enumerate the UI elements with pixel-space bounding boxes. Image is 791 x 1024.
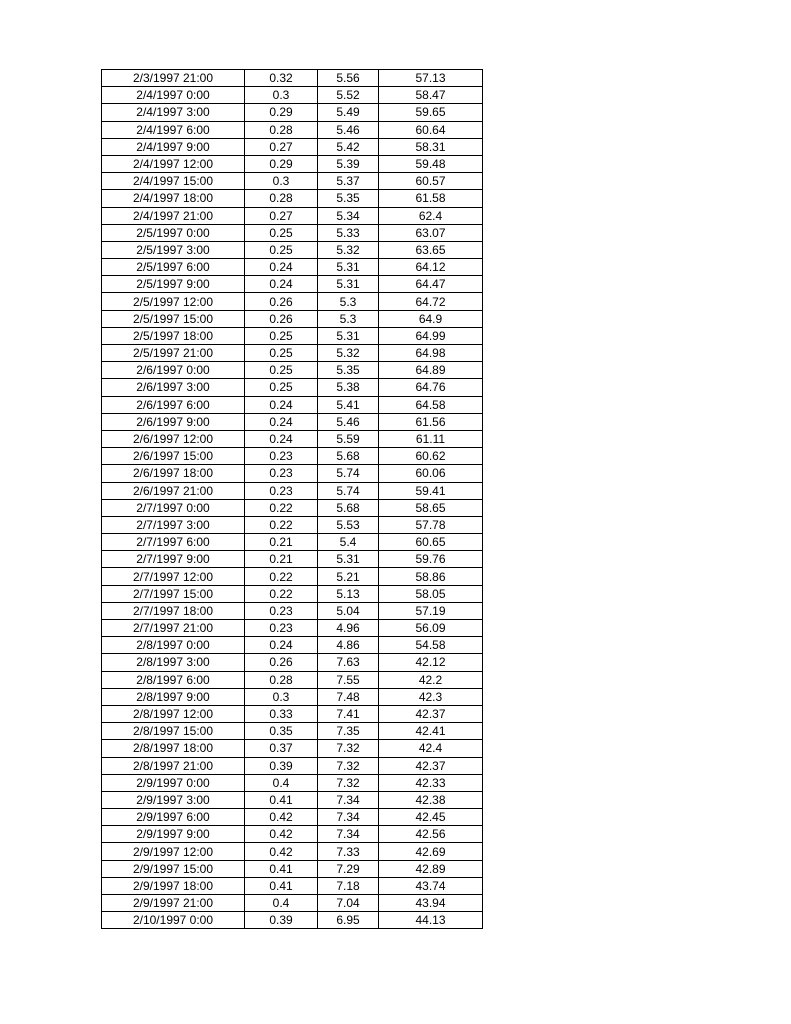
value-a-cell: 0.24 [245, 276, 318, 293]
datetime-cell: 2/9/1997 12:00 [102, 843, 245, 860]
table-row [102, 551, 483, 568]
value-b-cell: 5.3 [318, 310, 379, 327]
table-row [102, 912, 483, 929]
value-c-cell: 60.62 [379, 448, 483, 465]
value-b-cell: 7.34 [318, 826, 379, 843]
value-a-cell: 0.41 [245, 877, 318, 894]
value-b-cell: 5.59 [318, 430, 379, 447]
table-row [102, 740, 483, 757]
value-c-cell: 59.65 [379, 104, 483, 121]
value-c-cell: 58.31 [379, 138, 483, 155]
table-row [102, 327, 483, 344]
value-c-cell: 42.3 [379, 688, 483, 705]
value-a-cell: 0.26 [245, 654, 318, 671]
value-a-cell: 0.39 [245, 757, 318, 774]
datetime-cell: 2/5/1997 6:00 [102, 259, 245, 276]
value-c-cell: 42.89 [379, 860, 483, 877]
value-c-cell: 59.76 [379, 551, 483, 568]
value-a-cell: 0.26 [245, 293, 318, 310]
table-row [102, 688, 483, 705]
value-b-cell: 5.52 [318, 87, 379, 104]
value-c-cell: 56.09 [379, 620, 483, 637]
value-b-cell: 7.34 [318, 791, 379, 808]
table-row [102, 809, 483, 826]
value-b-cell: 5.21 [318, 568, 379, 585]
value-a-cell: 0.25 [245, 327, 318, 344]
datetime-cell: 2/9/1997 6:00 [102, 809, 245, 826]
value-c-cell: 42.37 [379, 705, 483, 722]
datetime-cell: 2/7/1997 15:00 [102, 585, 245, 602]
datetime-cell: 2/8/1997 15:00 [102, 723, 245, 740]
value-a-cell: 0.33 [245, 705, 318, 722]
value-c-cell: 61.58 [379, 190, 483, 207]
table-row [102, 448, 483, 465]
value-a-cell: 0.32 [245, 70, 318, 87]
datetime-cell: 2/6/1997 12:00 [102, 430, 245, 447]
value-b-cell: 7.32 [318, 757, 379, 774]
value-c-cell: 64.12 [379, 259, 483, 276]
datetime-cell: 2/10/1997 0:00 [102, 912, 245, 929]
table-row [102, 138, 483, 155]
value-a-cell: 0.42 [245, 843, 318, 860]
value-b-cell: 4.86 [318, 637, 379, 654]
value-c-cell: 57.78 [379, 516, 483, 533]
datetime-cell: 2/8/1997 6:00 [102, 671, 245, 688]
table-row [102, 70, 483, 87]
value-c-cell: 59.41 [379, 482, 483, 499]
value-c-cell: 60.65 [379, 534, 483, 551]
value-a-cell: 0.23 [245, 448, 318, 465]
value-c-cell: 64.9 [379, 310, 483, 327]
datetime-cell: 2/8/1997 9:00 [102, 688, 245, 705]
value-b-cell: 5.46 [318, 121, 379, 138]
value-b-cell: 5.13 [318, 585, 379, 602]
value-c-cell: 64.72 [379, 293, 483, 310]
table-row [102, 860, 483, 877]
value-c-cell: 42.56 [379, 826, 483, 843]
value-a-cell: 0.24 [245, 259, 318, 276]
datetime-cell: 2/4/1997 3:00 [102, 104, 245, 121]
value-a-cell: 0.25 [245, 224, 318, 241]
value-a-cell: 0.28 [245, 121, 318, 138]
table-row [102, 585, 483, 602]
value-b-cell: 5.04 [318, 602, 379, 619]
value-c-cell: 42.12 [379, 654, 483, 671]
table-row [102, 723, 483, 740]
datetime-cell: 2/4/1997 6:00 [102, 121, 245, 138]
value-a-cell: 0.24 [245, 430, 318, 447]
value-a-cell: 0.22 [245, 568, 318, 585]
datetime-cell: 2/4/1997 18:00 [102, 190, 245, 207]
value-c-cell: 60.64 [379, 121, 483, 138]
datetime-cell: 2/6/1997 21:00 [102, 482, 245, 499]
value-c-cell: 61.56 [379, 413, 483, 430]
value-b-cell: 5.31 [318, 551, 379, 568]
datetime-cell: 2/8/1997 18:00 [102, 740, 245, 757]
table-row [102, 671, 483, 688]
value-a-cell: 0.41 [245, 860, 318, 877]
value-a-cell: 0.35 [245, 723, 318, 740]
table-row [102, 620, 483, 637]
value-b-cell: 5.35 [318, 362, 379, 379]
value-a-cell: 0.25 [245, 379, 318, 396]
value-c-cell: 60.57 [379, 173, 483, 190]
value-b-cell: 5.31 [318, 259, 379, 276]
datetime-cell: 2/5/1997 18:00 [102, 327, 245, 344]
table-row [102, 362, 483, 379]
datetime-cell: 2/6/1997 3:00 [102, 379, 245, 396]
table-row [102, 87, 483, 104]
value-c-cell: 42.69 [379, 843, 483, 860]
table-row [102, 396, 483, 413]
datetime-cell: 2/6/1997 0:00 [102, 362, 245, 379]
value-a-cell: 0.4 [245, 774, 318, 791]
value-c-cell: 64.89 [379, 362, 483, 379]
value-c-cell: 61.11 [379, 430, 483, 447]
value-b-cell: 7.33 [318, 843, 379, 860]
value-b-cell: 7.41 [318, 705, 379, 722]
datetime-cell: 2/5/1997 0:00 [102, 224, 245, 241]
table-row [102, 276, 483, 293]
table-row [102, 190, 483, 207]
value-a-cell: 0.29 [245, 155, 318, 172]
value-b-cell: 7.04 [318, 895, 379, 912]
table-row [102, 121, 483, 138]
value-a-cell: 0.22 [245, 516, 318, 533]
table-row [102, 293, 483, 310]
value-a-cell: 0.21 [245, 534, 318, 551]
table-row [102, 345, 483, 362]
value-b-cell: 5.74 [318, 482, 379, 499]
table-row [102, 241, 483, 258]
value-a-cell: 0.29 [245, 104, 318, 121]
table-row [102, 104, 483, 121]
datetime-cell: 2/5/1997 12:00 [102, 293, 245, 310]
value-b-cell: 5.74 [318, 465, 379, 482]
datetime-cell: 2/8/1997 21:00 [102, 757, 245, 774]
table-row [102, 877, 483, 894]
value-b-cell: 5.32 [318, 241, 379, 258]
table-row [102, 310, 483, 327]
value-a-cell: 0.28 [245, 190, 318, 207]
value-c-cell: 43.94 [379, 895, 483, 912]
value-b-cell: 5.41 [318, 396, 379, 413]
datetime-cell: 2/6/1997 9:00 [102, 413, 245, 430]
value-b-cell: 5.4 [318, 534, 379, 551]
value-a-cell: 0.3 [245, 87, 318, 104]
table-row [102, 757, 483, 774]
value-b-cell: 5.46 [318, 413, 379, 430]
table-row [102, 155, 483, 172]
datetime-cell: 2/7/1997 12:00 [102, 568, 245, 585]
table-row [102, 482, 483, 499]
datetime-cell: 2/4/1997 9:00 [102, 138, 245, 155]
value-c-cell: 42.33 [379, 774, 483, 791]
value-c-cell: 57.13 [379, 70, 483, 87]
datetime-cell: 2/6/1997 18:00 [102, 465, 245, 482]
table-row [102, 224, 483, 241]
datetime-cell: 2/5/1997 15:00 [102, 310, 245, 327]
value-c-cell: 44.13 [379, 912, 483, 929]
value-c-cell: 42.37 [379, 757, 483, 774]
value-c-cell: 60.06 [379, 465, 483, 482]
datetime-cell: 2/7/1997 21:00 [102, 620, 245, 637]
value-c-cell: 58.05 [379, 585, 483, 602]
value-b-cell: 5.68 [318, 448, 379, 465]
table-row [102, 568, 483, 585]
value-b-cell: 7.48 [318, 688, 379, 705]
value-b-cell: 5.3 [318, 293, 379, 310]
datetime-cell: 2/9/1997 18:00 [102, 877, 245, 894]
table-row [102, 516, 483, 533]
table-row [102, 843, 483, 860]
value-a-cell: 0.42 [245, 809, 318, 826]
value-b-cell: 5.39 [318, 155, 379, 172]
value-c-cell: 64.98 [379, 345, 483, 362]
table-row [102, 173, 483, 190]
value-b-cell: 5.34 [318, 207, 379, 224]
value-c-cell: 42.41 [379, 723, 483, 740]
value-a-cell: 0.3 [245, 688, 318, 705]
value-c-cell: 64.58 [379, 396, 483, 413]
value-a-cell: 0.23 [245, 602, 318, 619]
value-a-cell: 0.25 [245, 362, 318, 379]
value-a-cell: 0.23 [245, 482, 318, 499]
value-a-cell: 0.22 [245, 499, 318, 516]
datetime-cell: 2/4/1997 15:00 [102, 173, 245, 190]
value-c-cell: 64.76 [379, 379, 483, 396]
value-a-cell: 0.22 [245, 585, 318, 602]
value-b-cell: 7.63 [318, 654, 379, 671]
value-c-cell: 42.2 [379, 671, 483, 688]
datetime-cell: 2/8/1997 12:00 [102, 705, 245, 722]
value-a-cell: 0.39 [245, 912, 318, 929]
value-b-cell: 7.55 [318, 671, 379, 688]
value-b-cell: 7.35 [318, 723, 379, 740]
value-a-cell: 0.23 [245, 620, 318, 637]
table-row [102, 207, 483, 224]
value-a-cell: 0.26 [245, 310, 318, 327]
value-b-cell: 7.32 [318, 740, 379, 757]
datetime-cell: 2/9/1997 0:00 [102, 774, 245, 791]
value-c-cell: 59.48 [379, 155, 483, 172]
value-a-cell: 0.24 [245, 637, 318, 654]
datetime-cell: 2/7/1997 0:00 [102, 499, 245, 516]
datetime-cell: 2/8/1997 0:00 [102, 637, 245, 654]
value-b-cell: 5.31 [318, 276, 379, 293]
data-table [101, 69, 483, 929]
table-row [102, 534, 483, 551]
value-b-cell: 5.49 [318, 104, 379, 121]
value-b-cell: 7.18 [318, 877, 379, 894]
value-b-cell: 7.29 [318, 860, 379, 877]
table-row [102, 774, 483, 791]
value-c-cell: 58.47 [379, 87, 483, 104]
datetime-cell: 2/3/1997 21:00 [102, 70, 245, 87]
table-row [102, 379, 483, 396]
value-b-cell: 5.33 [318, 224, 379, 241]
value-b-cell: 5.32 [318, 345, 379, 362]
value-b-cell: 5.31 [318, 327, 379, 344]
datetime-cell: 2/9/1997 3:00 [102, 791, 245, 808]
value-c-cell: 42.38 [379, 791, 483, 808]
value-a-cell: 0.28 [245, 671, 318, 688]
value-c-cell: 63.65 [379, 241, 483, 258]
value-b-cell: 5.56 [318, 70, 379, 87]
value-a-cell: 0.41 [245, 791, 318, 808]
datetime-cell: 2/8/1997 3:00 [102, 654, 245, 671]
table-row [102, 826, 483, 843]
value-b-cell: 4.96 [318, 620, 379, 637]
table-row [102, 259, 483, 276]
datetime-cell: 2/7/1997 3:00 [102, 516, 245, 533]
table-row [102, 499, 483, 516]
value-a-cell: 0.37 [245, 740, 318, 757]
table-row [102, 602, 483, 619]
datetime-cell: 2/6/1997 15:00 [102, 448, 245, 465]
table-row [102, 705, 483, 722]
value-a-cell: 0.21 [245, 551, 318, 568]
table-row [102, 791, 483, 808]
datetime-cell: 2/5/1997 21:00 [102, 345, 245, 362]
datetime-cell: 2/7/1997 9:00 [102, 551, 245, 568]
value-c-cell: 57.19 [379, 602, 483, 619]
value-a-cell: 0.42 [245, 826, 318, 843]
table-row [102, 430, 483, 447]
datetime-cell: 2/5/1997 3:00 [102, 241, 245, 258]
value-a-cell: 0.4 [245, 895, 318, 912]
value-c-cell: 42.45 [379, 809, 483, 826]
value-c-cell: 64.99 [379, 327, 483, 344]
value-b-cell: 5.38 [318, 379, 379, 396]
datetime-cell: 2/6/1997 6:00 [102, 396, 245, 413]
value-a-cell: 0.24 [245, 413, 318, 430]
value-a-cell: 0.23 [245, 465, 318, 482]
table-row [102, 895, 483, 912]
table-row [102, 637, 483, 654]
value-a-cell: 0.25 [245, 345, 318, 362]
value-a-cell: 0.24 [245, 396, 318, 413]
value-b-cell: 5.68 [318, 499, 379, 516]
table-row [102, 413, 483, 430]
value-c-cell: 64.47 [379, 276, 483, 293]
value-c-cell: 43.74 [379, 877, 483, 894]
datetime-cell: 2/9/1997 9:00 [102, 826, 245, 843]
value-a-cell: 0.27 [245, 138, 318, 155]
value-a-cell: 0.3 [245, 173, 318, 190]
value-b-cell: 7.32 [318, 774, 379, 791]
value-b-cell: 5.53 [318, 516, 379, 533]
value-b-cell: 6.95 [318, 912, 379, 929]
value-b-cell: 5.42 [318, 138, 379, 155]
value-a-cell: 0.25 [245, 241, 318, 258]
value-c-cell: 58.86 [379, 568, 483, 585]
value-c-cell: 63.07 [379, 224, 483, 241]
value-b-cell: 7.34 [318, 809, 379, 826]
value-a-cell: 0.27 [245, 207, 318, 224]
table-row [102, 654, 483, 671]
table-row [102, 465, 483, 482]
value-c-cell: 54.58 [379, 637, 483, 654]
datetime-cell: 2/5/1997 9:00 [102, 276, 245, 293]
value-b-cell: 5.35 [318, 190, 379, 207]
datetime-cell: 2/7/1997 6:00 [102, 534, 245, 551]
value-c-cell: 58.65 [379, 499, 483, 516]
table-body [102, 70, 483, 929]
datetime-cell: 2/9/1997 21:00 [102, 895, 245, 912]
datetime-cell: 2/4/1997 21:00 [102, 207, 245, 224]
value-c-cell: 42.4 [379, 740, 483, 757]
datetime-cell: 2/9/1997 15:00 [102, 860, 245, 877]
datetime-cell: 2/4/1997 12:00 [102, 155, 245, 172]
datetime-cell: 2/7/1997 18:00 [102, 602, 245, 619]
value-b-cell: 5.37 [318, 173, 379, 190]
datetime-cell: 2/4/1997 0:00 [102, 87, 245, 104]
value-c-cell: 62.4 [379, 207, 483, 224]
